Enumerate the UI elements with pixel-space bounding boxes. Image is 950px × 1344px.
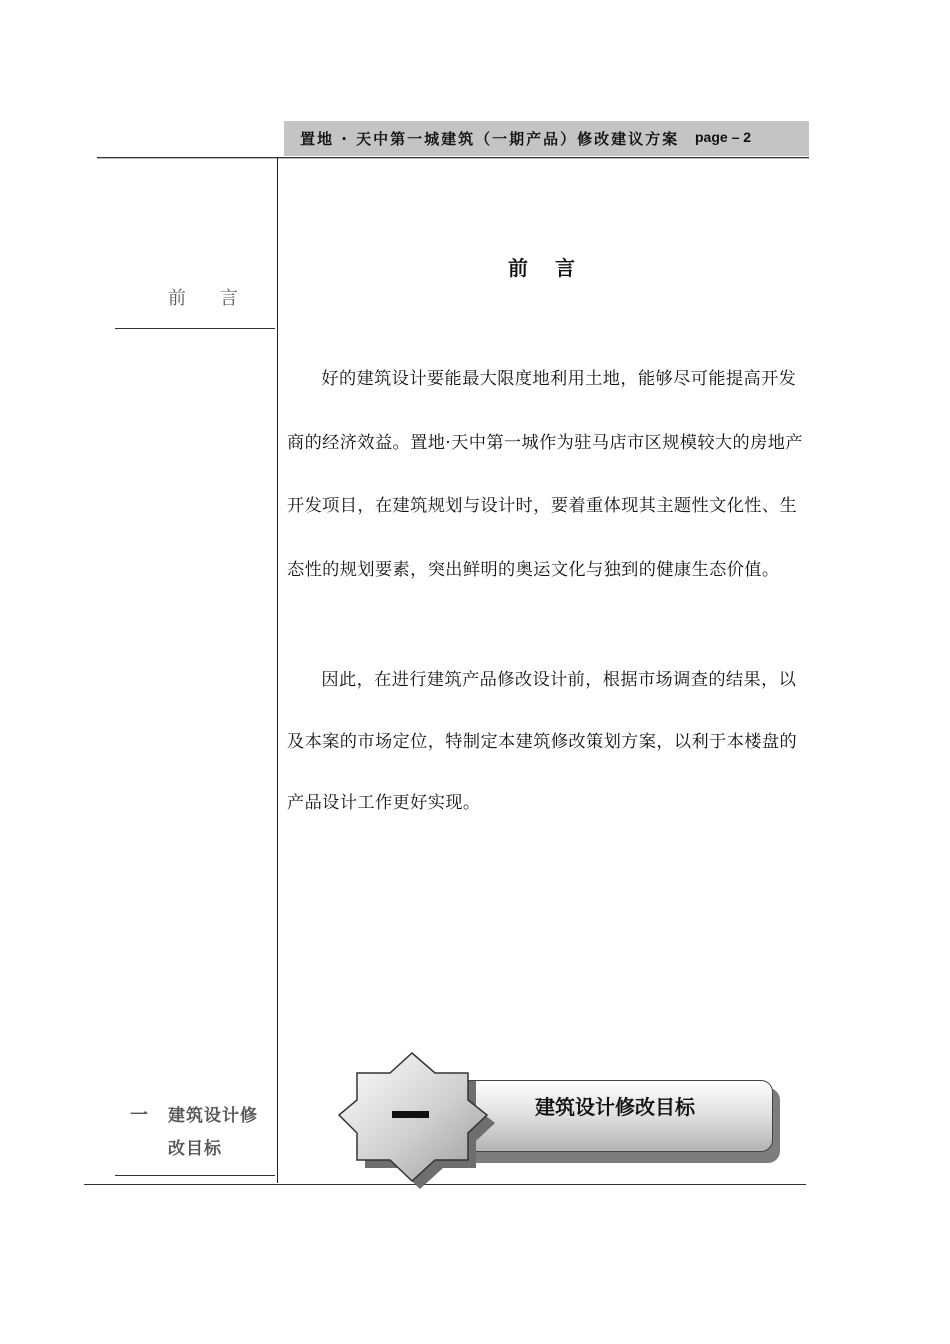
chapter-banner-title: 建筑设计修改目标 <box>535 1095 695 1119</box>
paragraph-text: 因此，在进行建筑产品修改设计前，根据市场调查的结果，以及本案的市场定位，特制定本建筑修改策划方案，以利于本楼盘的产品设计工作更好实现。 <box>287 670 798 813</box>
sidebar-section-preface: 前 言 <box>168 288 252 309</box>
paragraph-text: 好的建筑设计要能最大限度地利用土地，能够尽可能提高开发商的经济效益。置地·天中第一城作为驻马店市区规模较大的房地产开发项目，在建筑规划与设计时，要着重体现其主题性文化性、生态性的规划要素，突出鲜明的奥运文化与独到的健康生态价值。 <box>287 369 803 580</box>
sidebar-divider <box>277 157 278 1183</box>
document-header-title: 置地 · 天中第一城建筑（一期产品）修改建议方案 <box>300 130 680 148</box>
sidebar-section-number: 一 <box>130 1105 148 1126</box>
sidebar-section-goals: 建筑设计修改目标 <box>168 1106 258 1159</box>
sidebar-rule <box>115 328 275 329</box>
body-paragraph <box>287 650 812 835</box>
chapter-number-star-icon <box>335 1045 495 1200</box>
page-number: page – 2 <box>695 129 752 145</box>
header-rule-shadow <box>97 158 809 159</box>
body-paragraph <box>287 348 812 602</box>
page-title: 前 言 <box>508 256 585 280</box>
chapter-number-dash <box>392 1111 429 1118</box>
sidebar-rule <box>115 1175 275 1176</box>
